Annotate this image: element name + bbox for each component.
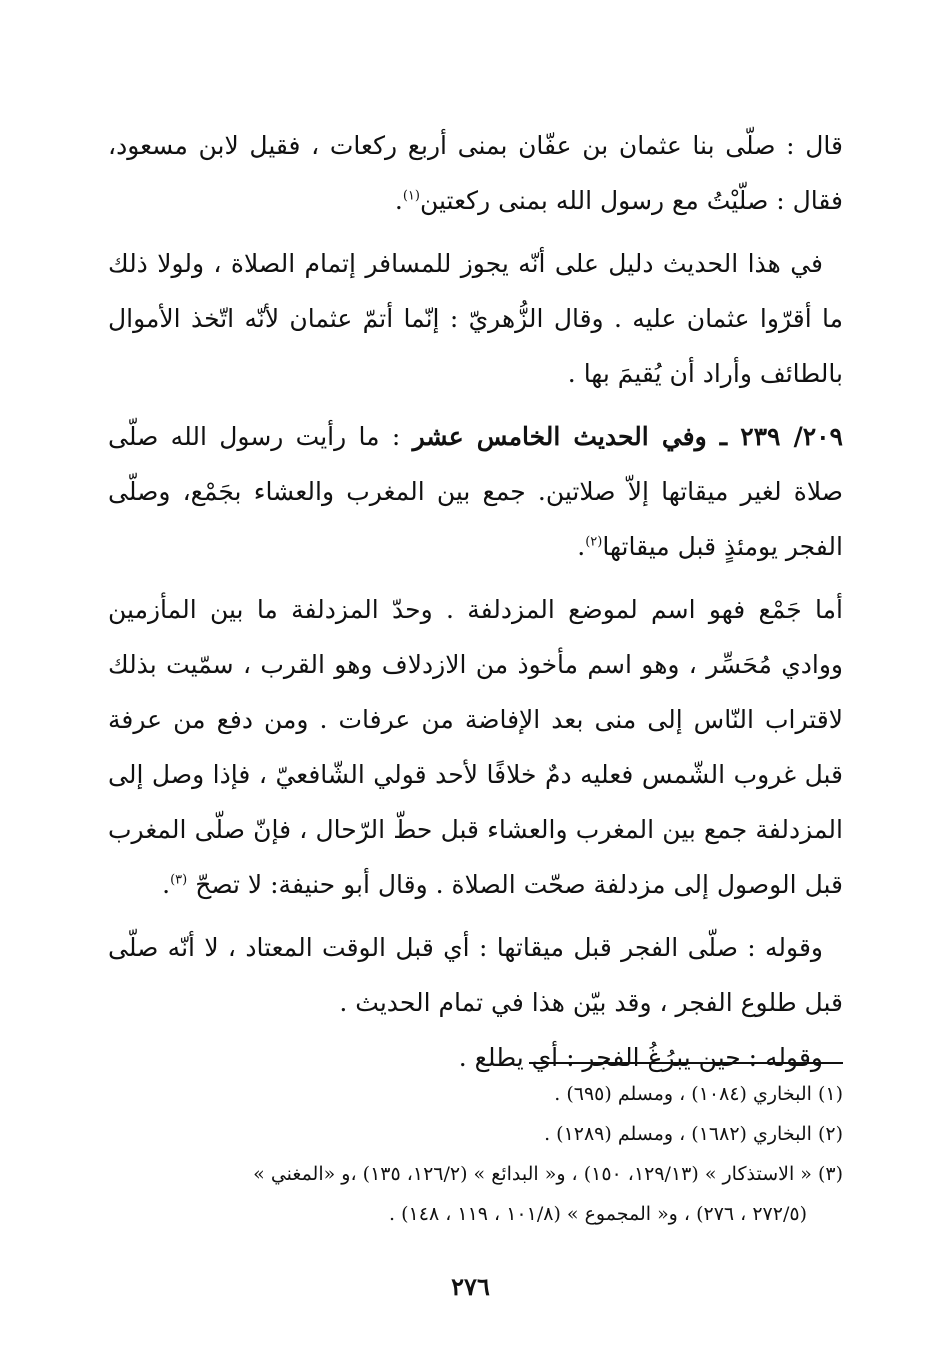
footnotes <box>108 1074 843 1234</box>
paragraph-4-text: أما جَمْع فهو اسم لموضع المزدلفة . وحدّ المزدلفة ما بين المأزمين ووادي مُحَسِّر ، وهو اسم مأخوذ من الازدلاف وهو القرب ، سمّيت بذلك لاقتراب النّاس إلى منى بعد الإفاضة من عرفات . ومن دفع من عرفة قبل غروب الشّمس فعليه دمٌ خلافًا لأحد قولي الشّافعيّ ، فإذا وصل إلى المزدلفة جمع بين المغرب والعشاء قبل حطّ الرّحال ، فإنّ صلّى المغرب قبل الوصول إلى مزدلفة صحّت الصلاة . وقال أبو حنيفة: لا تصحّ <box>108 595 843 899</box>
paragraph-1 <box>108 118 843 228</box>
footnote-marker-1[interactable]: (١) <box>402 188 420 204</box>
paragraph-4-end: . <box>162 870 171 899</box>
main-text <box>108 118 843 1093</box>
footnote-marker-2[interactable]: (٢) <box>585 534 603 550</box>
paragraph-4 <box>108 582 843 912</box>
paragraph-5-text: وقوله : صلّى الفجر قبل ميقاتها : أي قبل الوقت المعتاد ، لا أنّه صلّى قبل طلوع الفجر ، وقد بيّن هذا في تمام الحديث . <box>108 933 843 1017</box>
hadith-heading: ٢٠٩/ ٢٣٩ ـ وفي الحديث الخامس عشر <box>412 422 843 451</box>
page-number: ٢٧٦ <box>451 1272 490 1301</box>
paragraph-2-text: في هذا الحديث دليل على أنّه يجوز للمسافر إتمام الصلاة ، ولولا ذلك ما أقرّوا عثمان عليه . وقال الزُّهريّ : إنّما أتمّ عثمان لأنّه اتّخذ الأموال بالطائف وأراد أن يُقيمَ بها . <box>108 249 843 388</box>
paragraph-5 <box>108 920 843 1030</box>
footnote-3: (٣) « الاستذكار » (١٢٩/١٣، ١٥٠) ، و« البدائع » (١٢٦/٢، ١٣٥) ،و «المغني » <box>253 1163 843 1185</box>
footnote-1: (١) البخاري (١٠٨٤) ، ومسلم (٦٩٥) . <box>554 1083 843 1105</box>
paragraph-2 <box>108 236 843 401</box>
footnote-marker-3[interactable]: (٣) <box>170 872 188 888</box>
footnote-2: (٢) البخاري (١٦٨٢) ، ومسلم (١٢٨٩) . <box>544 1123 843 1145</box>
footnote-separator <box>529 1062 843 1064</box>
paragraph-3-text: : ما رأيت رسول الله صلّى صلاة لغير ميقاتها إلاّ صلاتين. جمع بين المغرب والعشاء بجَمْع، وصلّى الفجر يومئذٍ قبل ميقاتها <box>108 422 843 561</box>
footnote-3-continued: (٢٧٢/٥ ، ٢٧٦) ، و« المجموع » (١٠١/٨ ، ١١٩ ، ١٤٨) . <box>389 1203 807 1225</box>
paragraph-3 <box>108 409 843 574</box>
paragraph-1-end: . <box>394 186 403 215</box>
paragraph-6-text: وقوله : حين يبرُغُ الفجر : أي يطلع . <box>458 1043 823 1072</box>
paragraph-1-text: قال : صلّى بنا عثمان بن عفّان بمنى أربع ركعات ، فقيل لابن مسعود، فقال : صلّيْتُ مع رسول الله بمنى ركعتين <box>108 131 843 215</box>
paragraph-3-end: . <box>577 532 586 561</box>
